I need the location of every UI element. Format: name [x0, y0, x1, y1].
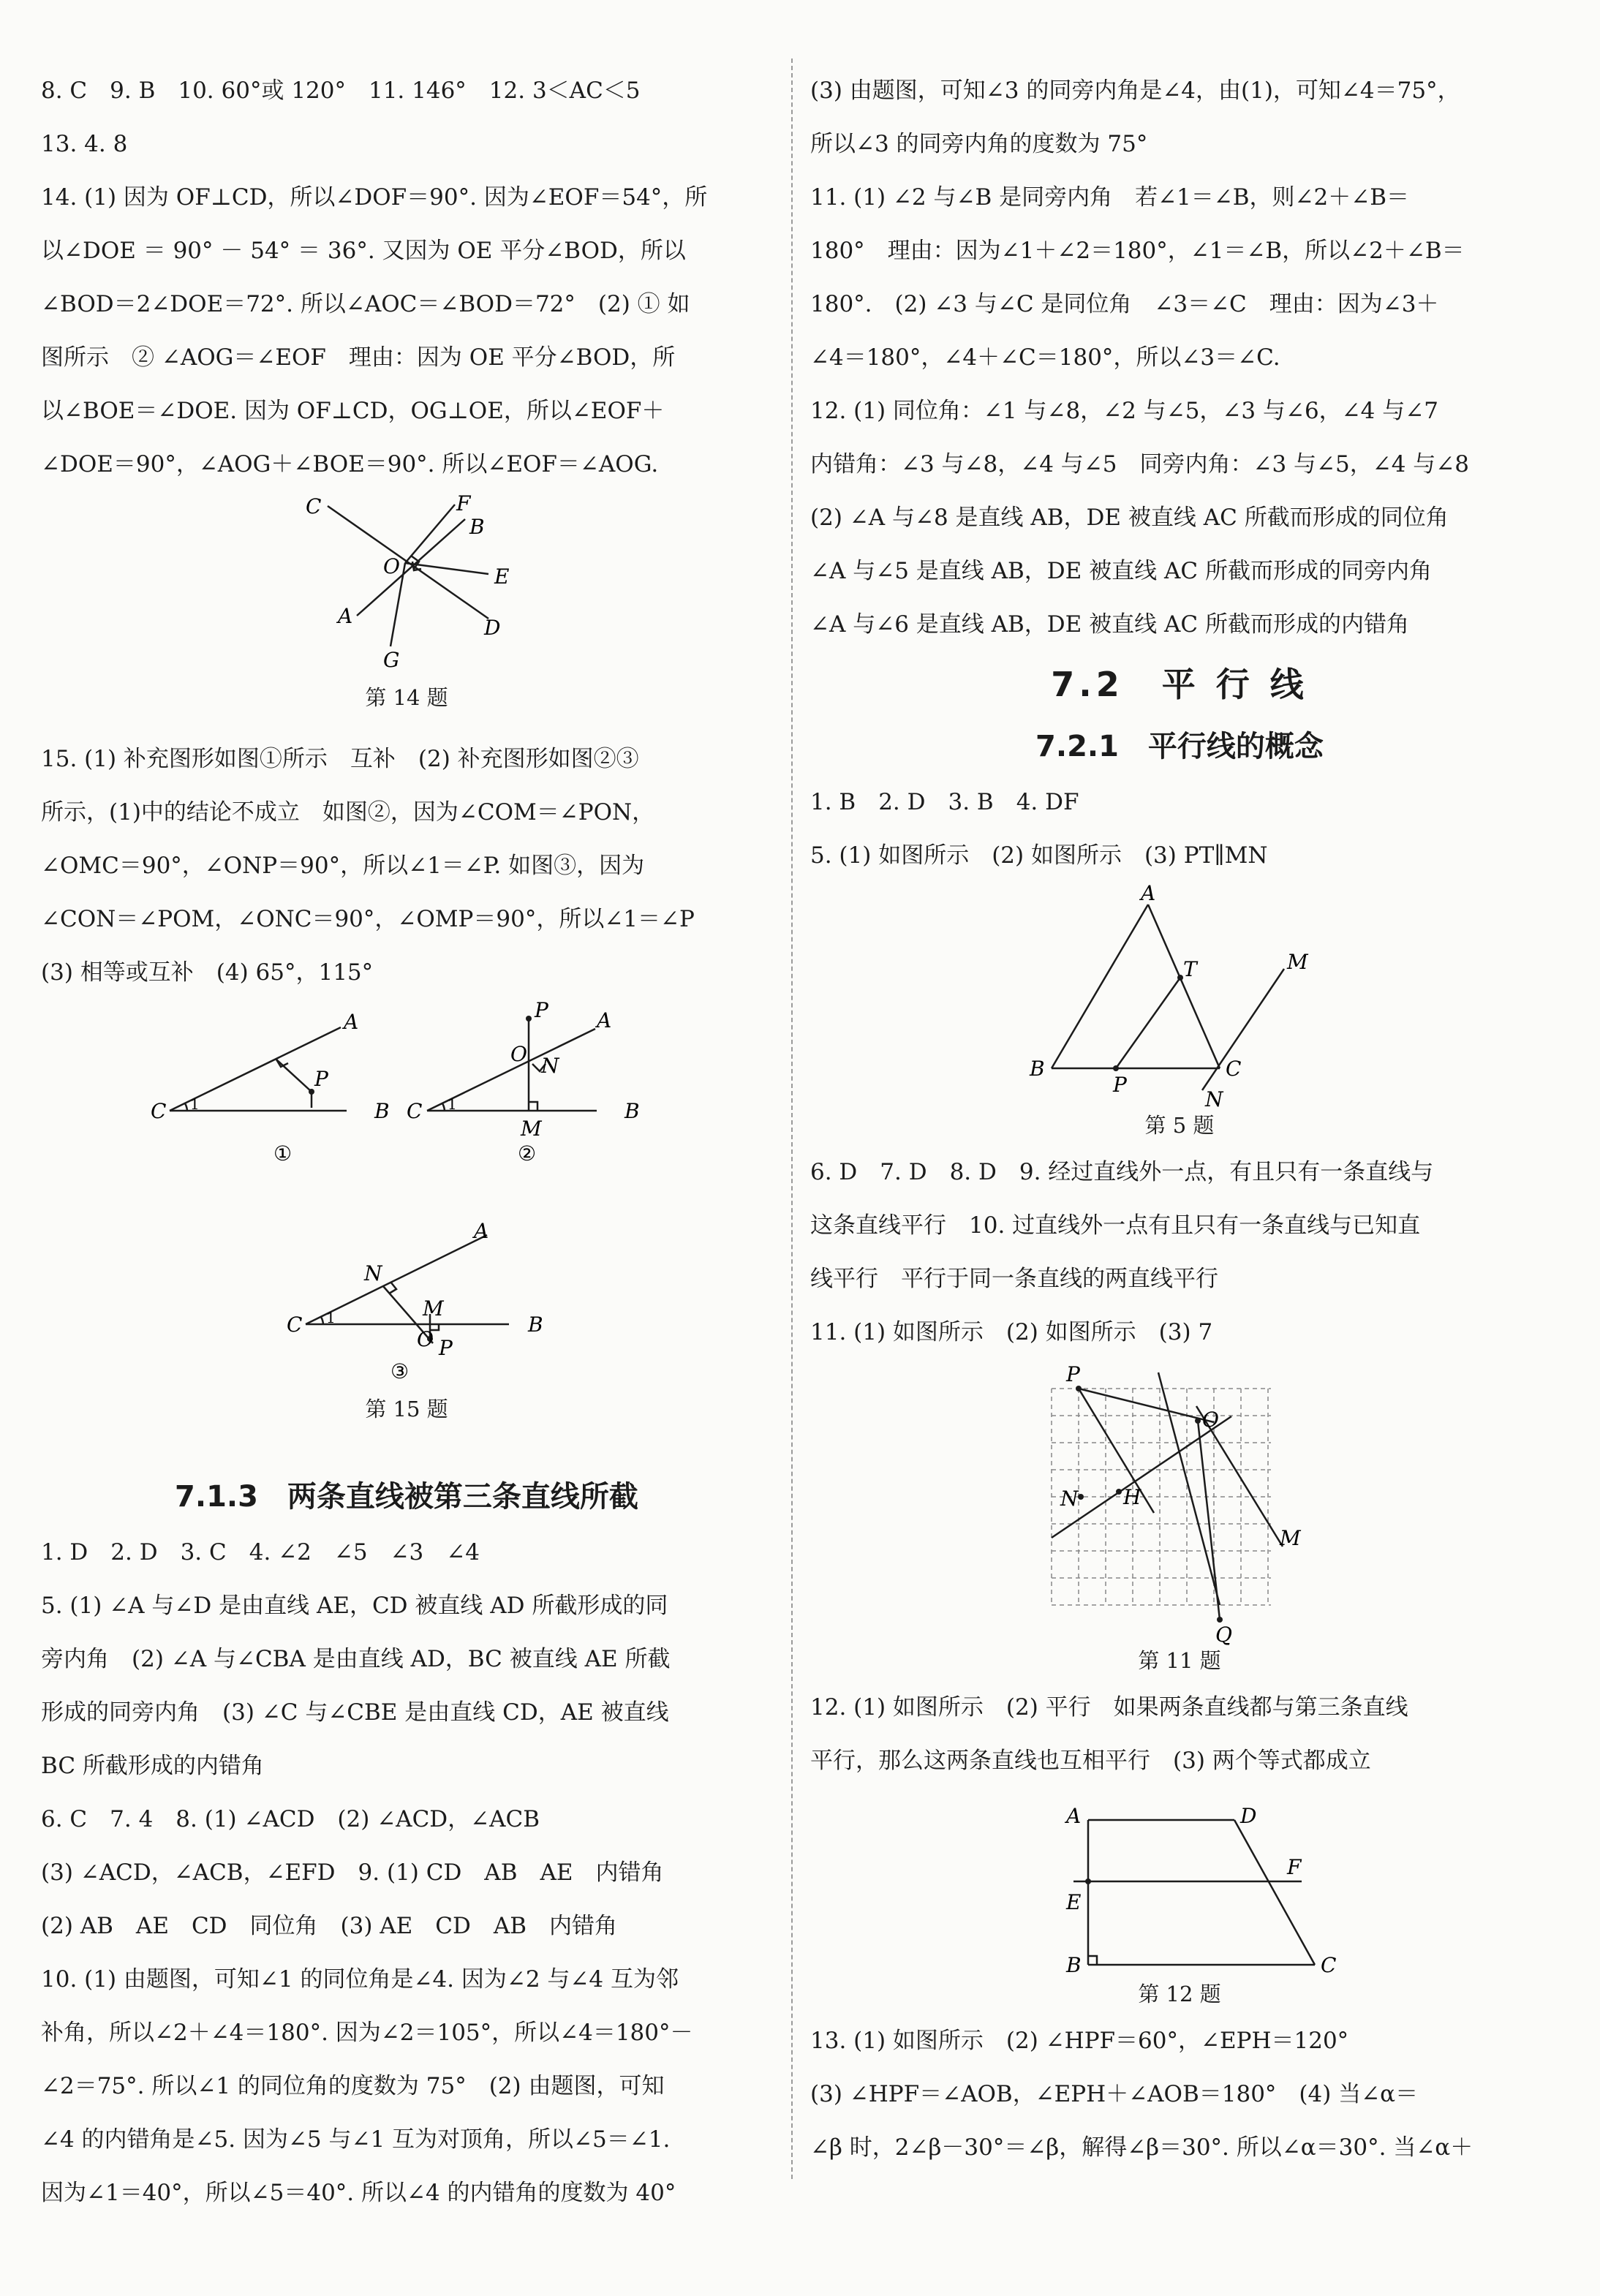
- figure-15: [41, 1000, 772, 1468]
- answer-line: (3) ∠HPF＝∠AOB，∠EPH＋∠AOB＝180° (4) 当∠α＝: [810, 2081, 1419, 2107]
- answers-block-r-a: [810, 64, 1549, 652]
- answer-line: 13. (1) 如图所示 (2) ∠HPF＝60°，∠EPH＝120°: [810, 2028, 1349, 2054]
- fig15-2-mark: ②: [518, 1141, 537, 1166]
- answer-line: 11. (1) 如图所示 (2) 如图所示 (3) 7: [810, 1319, 1213, 1345]
- section-heading-7-2: 7.2 平 行 线: [1051, 665, 1308, 704]
- answers-block-r-b: [810, 776, 1549, 883]
- fig15-3-mark: ③: [390, 1359, 410, 1383]
- answer-line: 旁内角 (2) ∠A 与∠CBA 是由直线 AD，BC 被直线 AE 所截: [41, 1646, 671, 1672]
- answer-line: 5. (1) ∠A 与∠D 是由直线 AE，CD 被直线 AD 所截形成的同: [41, 1593, 668, 1619]
- fig15-3-label-angle1: 1: [326, 1309, 336, 1326]
- fig12-label-f: F: [1287, 1855, 1302, 1879]
- line-cd: [328, 506, 488, 619]
- answer-line: 所以∠3 的同旁内角的度数为 75°: [810, 131, 1148, 157]
- figure-12: [810, 1788, 1549, 2014]
- answer-line: 以∠BOE＝∠DOE. 因为 OF⊥CD，OG⊥OE，所以∠EOF＋: [41, 398, 665, 424]
- fig15-3-label-b: B: [528, 1313, 543, 1337]
- point-label-f: F: [456, 491, 471, 516]
- answer-line: 1. D 2. D 3. C 4. ∠2 ∠5 ∠3 ∠4: [41, 1539, 480, 1566]
- answer-line: 5. (1) 如图所示 (2) 如图所示 (3) PT∥MN: [810, 842, 1268, 869]
- fig15-2-label-p: P: [535, 1000, 548, 1022]
- answer-line: 形成的同旁内角 (3) ∠C 与∠CBE 是由直线 CD，AE 被直线: [41, 1699, 669, 1726]
- fig15-1-label-p: P: [314, 1067, 328, 1091]
- answers-block-a: [41, 64, 772, 491]
- fig12-label-d: D: [1240, 1804, 1257, 1828]
- fig5-label-t: T: [1183, 957, 1197, 981]
- figure-5-diagram: [810, 883, 1549, 1109]
- fig15-1-label-a: A: [344, 1010, 359, 1034]
- fig5-label-m: M: [1287, 950, 1308, 974]
- answer-line: 12. (1) 如图所示 (2) 平行 如果两条直线都与第三条直线: [810, 1694, 1408, 1721]
- fig11-label-q: Q: [1215, 1623, 1232, 1647]
- grid-lines: [1052, 1389, 1271, 1605]
- figure-5: [810, 883, 1549, 1146]
- fig12-label-a: A: [1066, 1804, 1082, 1828]
- point-label-e: E: [494, 564, 510, 589]
- answer-line: 6. D 7. D 8. D 9. 经过直线外一点，有且只有一条直线与: [810, 1159, 1434, 1185]
- section-heading-7-2-1: 7.2.1 平行线的概念: [1035, 730, 1324, 763]
- fig15-1-label-angle1: 1: [190, 1095, 200, 1113]
- fig5-label-n: N: [1205, 1087, 1223, 1109]
- answer-line: 所示，(1)中的结论不成立 如图②，因为∠COM＝∠PON，: [41, 799, 655, 826]
- figure-11-caption: 第 11 题: [1138, 1648, 1221, 1673]
- answers-block-r-e: [810, 2014, 1549, 2175]
- right-column: [810, 64, 1549, 2175]
- answer-line: ∠BOD＝2∠DOE＝72°. 所以∠AOC＝∠BOD＝72° (2) ① 如: [41, 291, 690, 317]
- point-label-d: D: [484, 616, 501, 640]
- answers-block-r-d: [810, 1681, 1549, 1788]
- figure-12-diagram: [810, 1788, 1549, 1978]
- figure-12-caption: 第 12 题: [1138, 1982, 1221, 2006]
- answer-line: ∠OMC＝90°，∠ONP＝90°，所以∠1＝∠P. 如图③，因为: [41, 853, 645, 879]
- answer-line: 12. (1) 同位角：∠1 与∠8，∠2 与∠5，∠3 与∠6，∠4 与∠7: [810, 398, 1438, 424]
- answers-block-r-c: [810, 1146, 1549, 1359]
- figure-14-diagram: [41, 491, 772, 703]
- fig15-2-label-o: O: [510, 1042, 527, 1066]
- fig11-label-m: M: [1280, 1526, 1301, 1550]
- point-label-c: C: [306, 494, 322, 518]
- fig11-label-p: P: [1066, 1362, 1080, 1386]
- fig5-label-p: P: [1113, 1073, 1127, 1097]
- answer-line: ∠β 时，2∠β－30°＝∠β，解得∠β＝30°. 所以∠α＝30°. 当∠α＋: [810, 2134, 1473, 2161]
- answer-line: ∠DOE＝90°，∠AOG＋∠BOE＝90°. 所以∠EOF＝∠AOG.: [41, 451, 659, 477]
- fig15-2-label-angle1: 1: [448, 1095, 457, 1113]
- fig15-3-label-p: P: [439, 1336, 453, 1360]
- answer-line: ∠4 的内错角是∠5. 因为∠5 与∠1 互为对顶角，所以∠5＝∠1.: [41, 2126, 671, 2153]
- answer-line: 以∠DOE ＝ 90° － 54° ＝ 36°. 又因为 OE 平分∠BOD，所以: [41, 238, 686, 264]
- fig11-label-n: N: [1060, 1487, 1079, 1511]
- fig5-label-a: A: [1141, 883, 1156, 905]
- fig15-2-label-n: N: [541, 1054, 559, 1078]
- answer-line: (3) 由题图，可知∠3 的同旁内角是∠4，由(1)，可知∠4＝75°，: [810, 78, 1460, 104]
- answer-line: 15. (1) 补充图形如图①所示 互补 (2) 补充图形如图②③: [41, 746, 639, 772]
- answer-line: BC 所截形成的内错角: [41, 1753, 264, 1779]
- answer-line: 1. B 2. D 3. B 4. DF: [810, 789, 1079, 815]
- figure-11-diagram: [810, 1359, 1549, 1652]
- fig12-label-e: E: [1066, 1890, 1082, 1914]
- fig5-label-c: C: [1226, 1057, 1242, 1081]
- line-ab: [357, 519, 465, 616]
- column-divider: [791, 58, 793, 2179]
- figure-5-caption: 第 5 题: [1144, 1113, 1215, 1138]
- fig15-3-label-o: O: [417, 1327, 434, 1351]
- answer-line: 14. (1) 因为 OF⊥CD，所以∠DOF＝90°. 因为∠EOF＝54°，所: [41, 184, 708, 211]
- answer-line: (2) AB AE CD 同位角 (3) AE CD AB 内错角: [41, 1913, 618, 1939]
- fig15-3-label-m: M: [423, 1296, 444, 1321]
- point-label-a: A: [338, 604, 353, 628]
- fig15-1-mark: ①: [273, 1141, 293, 1166]
- answer-line: 这条直线平行 10. 过直线外一点有且只有一条直线与已知直: [810, 1212, 1421, 1239]
- fig15-1-label-c: C: [151, 1099, 167, 1123]
- answer-line: 补角，所以∠2＋∠4＝180°. 因为∠2＝105°，所以∠4＝180°－: [41, 2020, 693, 2046]
- answer-line: 图所示 ② ∠AOG＝∠EOF 理由：因为 OE 平分∠BOD，所: [41, 344, 676, 371]
- answer-line: (2) ∠A 与∠8 是直线 AB，DE 被直线 AC 所截而形成的同位角: [810, 505, 1449, 531]
- point-label-g: G: [383, 648, 400, 672]
- fig12-label-c: C: [1321, 1953, 1337, 1977]
- answer-line: (3) 相等或互补 (4) 65°，115°: [41, 959, 374, 986]
- fig5-label-b: B: [1030, 1057, 1045, 1081]
- fig15-2-label-c: C: [407, 1099, 423, 1123]
- fig11-label-o: O: [1202, 1408, 1219, 1432]
- answer-line: ∠A 与∠5 是直线 AB，DE 被直线 AC 所截而形成的同旁内角: [810, 558, 1432, 584]
- answer-line: 8. C 9. B 10. 60°或 120° 11. 146° 12. 3＜AC＜5: [41, 78, 641, 104]
- fig12-label-b: B: [1066, 1953, 1082, 1977]
- answer-line: ∠A 与∠6 是直线 AB，DE 被直线 AC 所截而形成的内错角: [810, 611, 1409, 638]
- fig11-label-h: H: [1123, 1485, 1141, 1509]
- answer-line: 180° 理由：因为∠1＋∠2＝180°，∠1＝∠B，所以∠2＋∠B＝: [810, 238, 1465, 264]
- figure-14: [41, 491, 772, 733]
- fig15-3-label-n: N: [364, 1261, 382, 1285]
- figure-15-caption: 第 15 题: [365, 1397, 448, 1421]
- fig15-3-label-a: A: [474, 1219, 489, 1243]
- answer-line: ∠CON＝∠POM，∠ONC＝90°，∠OMP＝90°，所以∠1＝∠P: [41, 906, 695, 932]
- figure-14-caption: 第 14 题: [365, 685, 448, 710]
- fig15-1-label-b: B: [374, 1099, 390, 1123]
- fig15-2-label-b: B: [624, 1099, 640, 1123]
- fig15-3-label-c: C: [287, 1313, 303, 1337]
- section-heading-7-1-3: 7.1.3 两条直线被第三条直线所截: [175, 1480, 638, 1514]
- answer-line: 6. C 7. 4 8. (1) ∠ACD (2) ∠ACD，∠ACB: [41, 1806, 540, 1832]
- answer-line: 11. (1) ∠2 与∠B 是同旁内角 若∠1＝∠B，则∠2＋∠B＝: [810, 184, 1409, 211]
- answer-line: 13. 4. 8: [41, 131, 128, 157]
- left-column: [41, 64, 772, 2220]
- figure-11: [810, 1359, 1549, 1681]
- answer-line: ∠2＝75°. 所以∠1 的同位角的度数为 75° (2) 由题图，可知: [41, 2073, 665, 2099]
- answer-line: 180°. (2) ∠3 与∠C 是同位角 ∠3＝∠C 理由：因为∠3＋: [810, 291, 1439, 317]
- answer-line: 内错角：∠3 与∠8，∠4 与∠5 同旁内角：∠3 与∠5，∠4 与∠8: [810, 451, 1469, 477]
- answers-block-c: [41, 1526, 772, 2220]
- answer-line: 10. (1) 由题图，可知∠1 的同位角是∠4. 因为∠2 与∠4 互为邻: [41, 1966, 679, 1993]
- point-label-o: O: [383, 554, 400, 578]
- answer-line: 因为∠1＝40°，所以∠5＝40°. 所以∠4 的内错角的度数为 40°: [41, 2180, 676, 2206]
- answer-line: (3) ∠ACD，∠ACB，∠EFD 9. (1) CD AB AE 内错角: [41, 1859, 664, 1886]
- answer-line: 平行，那么这两条直线也互相平行 (3) 两个等式都成立: [810, 1748, 1371, 1774]
- answer-line: ∠4＝180°，∠4＋∠C＝180°，所以∠3＝∠C.: [810, 344, 1280, 371]
- figure-15-diagram: [41, 1000, 772, 1438]
- answers-block-b: [41, 733, 772, 1000]
- answer-line: 线平行 平行于同一条直线的两直线平行: [810, 1266, 1218, 1292]
- fig15-2-label-a: A: [597, 1008, 612, 1032]
- fig15-2-label-m: M: [521, 1117, 542, 1141]
- point-label-b: B: [469, 515, 485, 539]
